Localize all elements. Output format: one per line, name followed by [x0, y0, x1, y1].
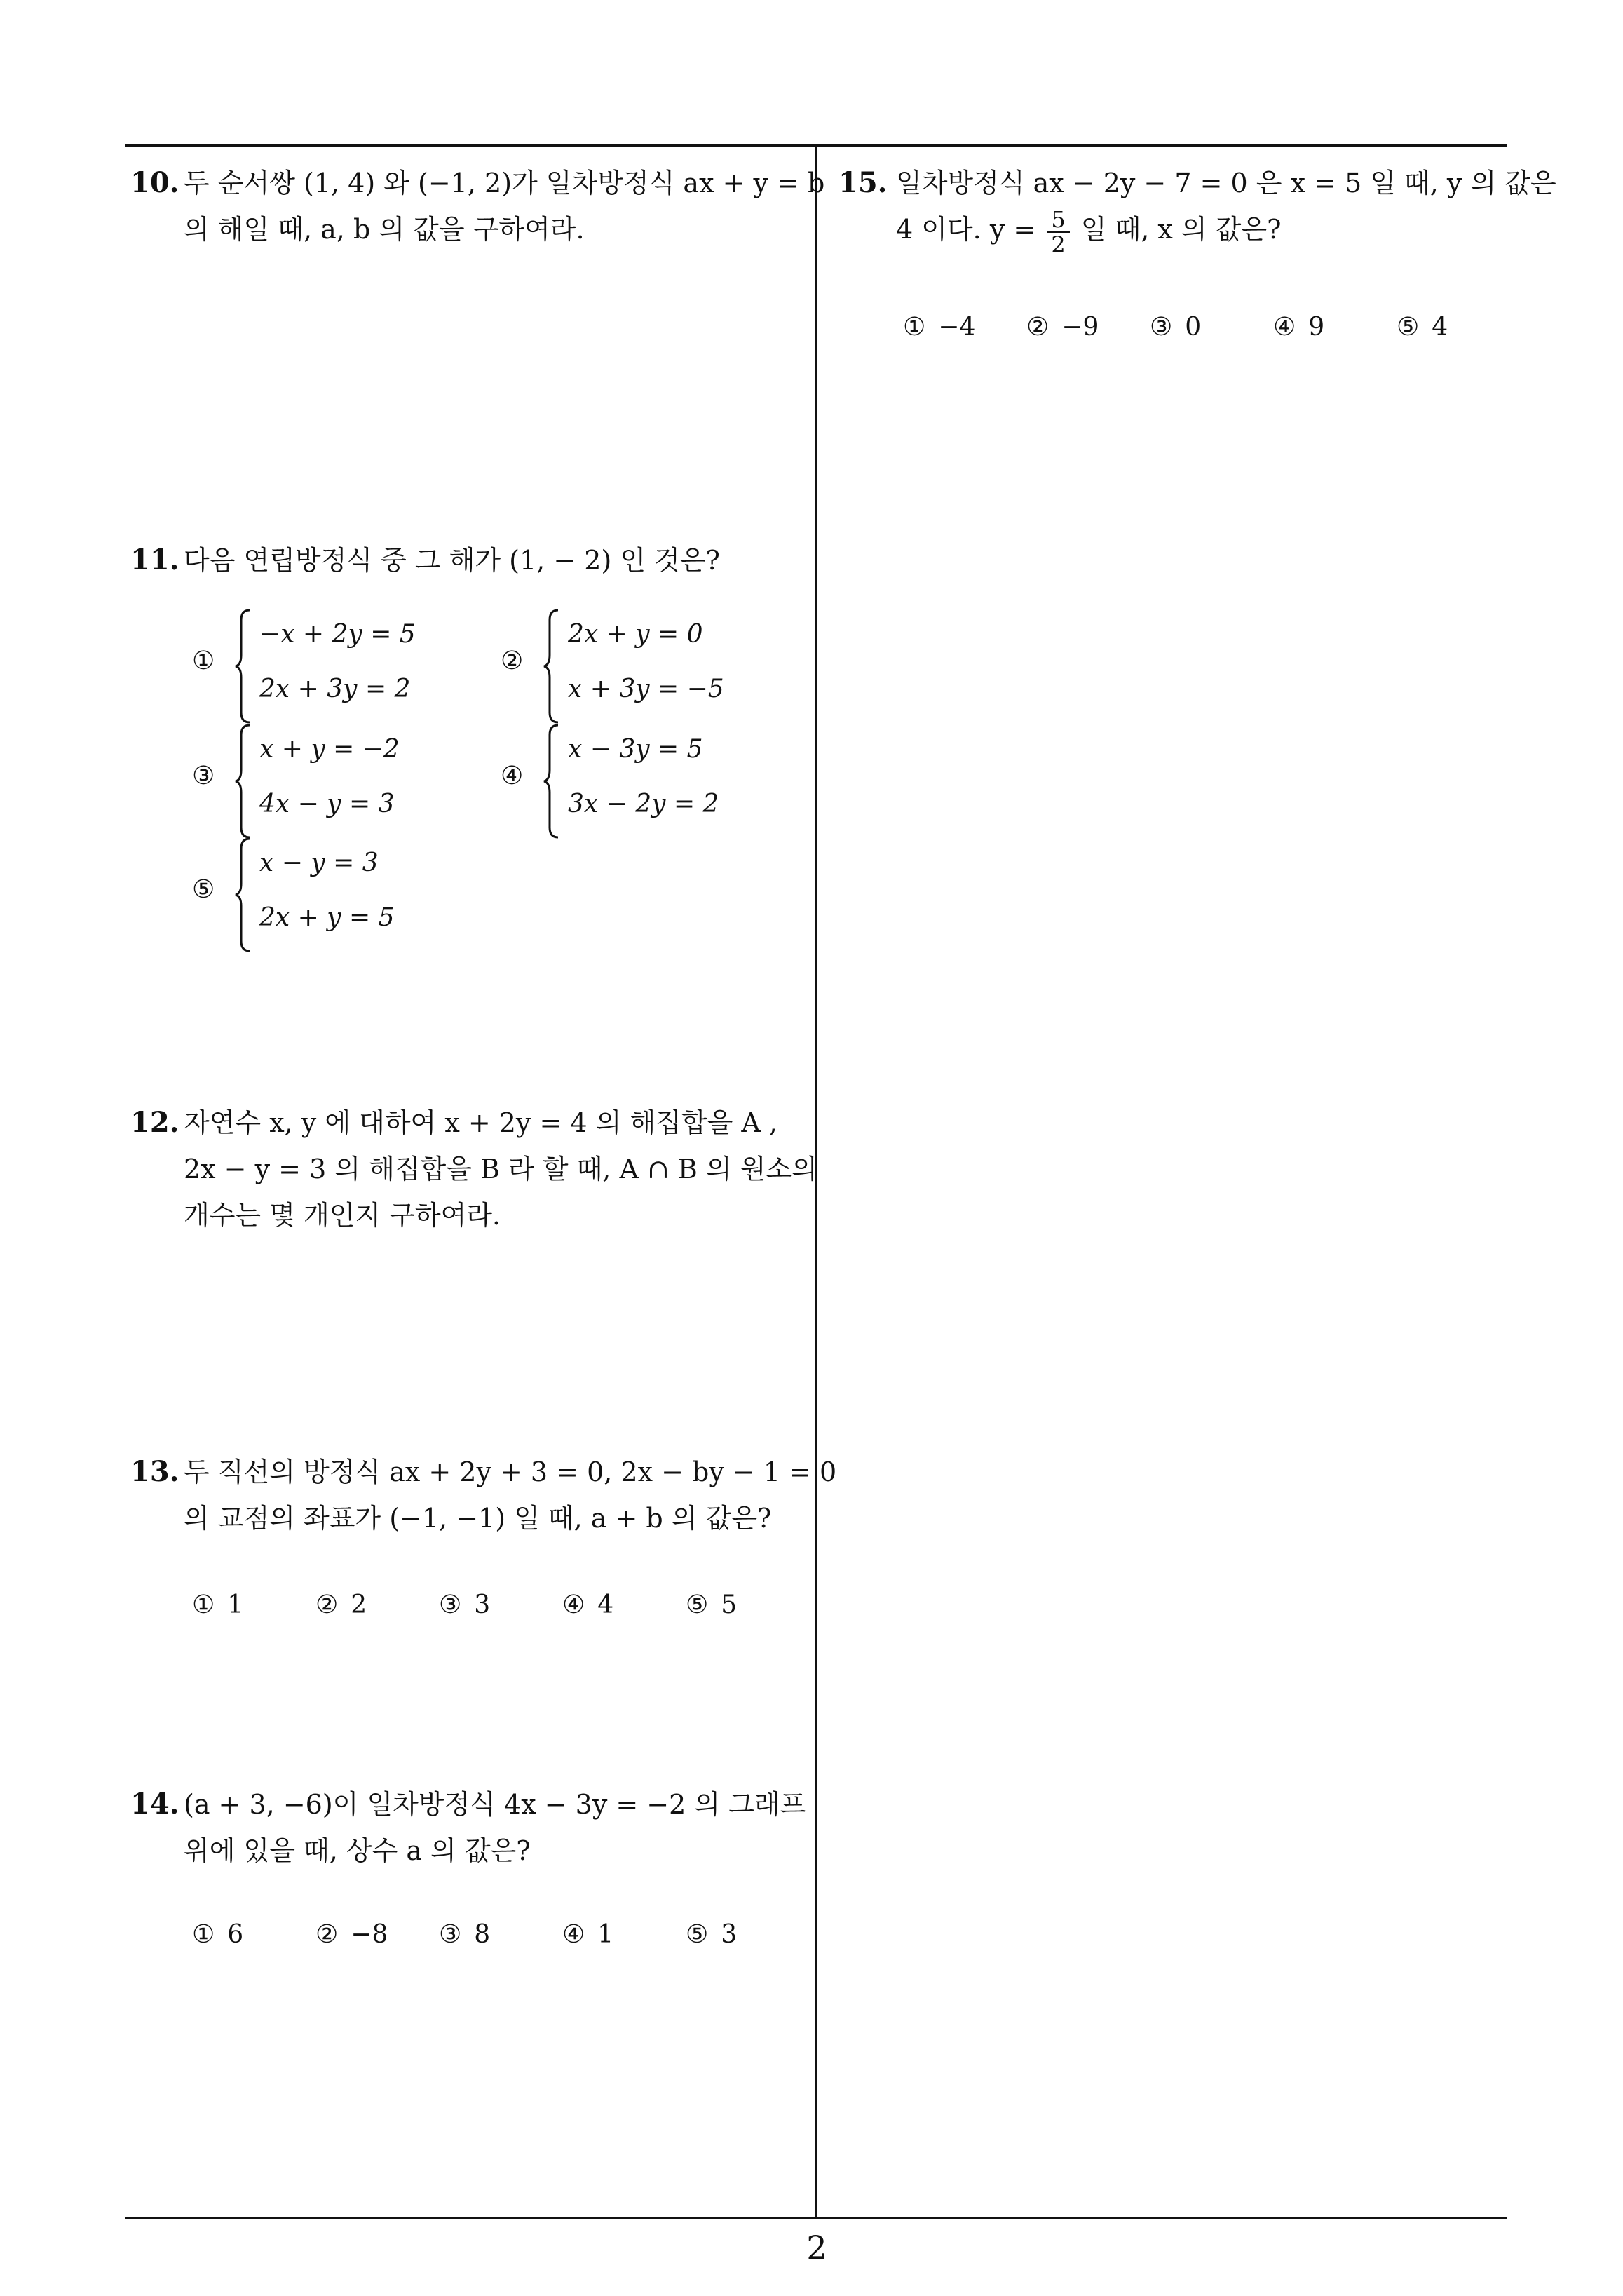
- question-text-line: 개수는 몇 개인지 구하여라.: [184, 1200, 501, 1231]
- choice-mark: ④: [501, 762, 524, 790]
- choice-mark: ③: [192, 762, 215, 790]
- choice-mark: ⑤: [192, 875, 215, 904]
- choice-2[interactable]: ② −8: [315, 1920, 388, 1949]
- choice-3[interactable]: ③ 8: [439, 1920, 491, 1949]
- choice-5[interactable]: ⑤ 5: [686, 1591, 738, 1619]
- question-number: 12.: [130, 1106, 179, 1139]
- choice-5[interactable]: ⑤ 4: [1397, 313, 1448, 342]
- question-text-line: 의 교점의 좌표가 (−1, −1) 일 때, a + b 의 값은?: [184, 1503, 772, 1534]
- question-11: [130, 537, 803, 593]
- question-text-line: (a + 3, −6)이 일차방정식 4x − 3y = −2 의 그래프: [184, 1789, 806, 1820]
- choice-5[interactable]: ⑤ 3: [686, 1920, 738, 1949]
- question-text-line: 의 해일 때, a, b 의 값을 구하여라.: [184, 214, 585, 245]
- choice-4[interactable]: ④ 4: [562, 1591, 614, 1619]
- question-10: [130, 160, 825, 258]
- question-text-line: 2x − y = 3 의 해집합을 B 라 할 때, A ∩ B 의 원소의: [184, 1154, 817, 1184]
- fraction-denominator: 2: [1051, 231, 1066, 258]
- text-segment: 일 때, x 의 값은?: [1080, 214, 1282, 245]
- left-brace-icon: [543, 724, 561, 839]
- choice-system-2[interactable]: [501, 609, 781, 728]
- question-number: 15.: [838, 166, 888, 199]
- equation: x − y = 3: [259, 849, 379, 877]
- choice-1[interactable]: ① −4: [903, 313, 976, 342]
- equation: 4x − y = 3: [259, 790, 395, 818]
- choice-system-5[interactable]: [192, 837, 473, 957]
- left-brace-icon: [543, 609, 561, 724]
- question-number: 10.: [130, 166, 179, 199]
- choice-system-1[interactable]: [192, 609, 473, 728]
- fraction: [1047, 205, 1069, 258]
- equation: −x + 2y = 5: [259, 620, 416, 649]
- choice-mark: ②: [501, 647, 524, 675]
- question-number: 14.: [130, 1788, 179, 1821]
- question-text-line: [896, 206, 1282, 257]
- choice-2[interactable]: ② −9: [1026, 313, 1099, 342]
- equation: x − 3y = 5: [568, 735, 703, 764]
- question-14: [130, 1781, 806, 1879]
- choice-row: [192, 1920, 795, 1955]
- equation: x + 3y = −5: [568, 675, 724, 703]
- question-text-line: 자연수 x, y 에 대하여 x + 2y = 4 의 해집합을 A ,: [184, 1107, 777, 1138]
- question-text-line: 두 직선의 방정식 ax + 2y + 3 = 0, 2x − by − 1 = 0: [184, 1457, 837, 1487]
- choice-2[interactable]: ② 2: [315, 1591, 367, 1619]
- equation: 2x + 3y = 2: [259, 675, 411, 703]
- choice-system-4[interactable]: [501, 724, 781, 843]
- left-brace-icon: [234, 724, 252, 839]
- choice-1[interactable]: ① 6: [192, 1920, 244, 1949]
- left-brace-icon: [234, 609, 252, 724]
- choice-3[interactable]: ③ 0: [1150, 313, 1202, 342]
- choice-3[interactable]: ③ 3: [439, 1591, 491, 1619]
- choice-system-3[interactable]: [192, 724, 473, 843]
- equation: x + y = −2: [259, 735, 400, 764]
- equation: 2x + y = 5: [259, 903, 395, 932]
- choice-row: [903, 313, 1506, 348]
- equation: 3x − 2y = 2: [568, 790, 719, 818]
- page-number: 2: [806, 2229, 827, 2267]
- choice-mark: ①: [192, 647, 215, 675]
- question-text-line: 두 순서쌍 (1, 4) 와 (−1, 2)가 일차방정식 ax + y = b: [184, 168, 825, 198]
- question-12: [130, 1100, 817, 1247]
- question-text-line: 다음 연립방정식 중 그 해가 (1, − 2) 인 것은?: [184, 545, 720, 576]
- bottom-rule: [125, 2217, 1507, 2219]
- question-text-line: 위에 있을 때, 상수 a 의 값은?: [184, 1835, 531, 1866]
- left-brace-icon: [234, 837, 252, 952]
- question-13: [130, 1449, 837, 1547]
- question-number: 13.: [130, 1455, 179, 1488]
- question-number: 11.: [130, 543, 179, 576]
- question-15: [838, 160, 1556, 265]
- choice-4[interactable]: ④ 1: [562, 1920, 614, 1949]
- fraction-numerator: 5: [1047, 208, 1069, 233]
- choice-row: [192, 1591, 795, 1626]
- question-text-line: 일차방정식 ax − 2y − 7 = 0 은 x = 5 일 때, y 의 값은: [896, 168, 1556, 198]
- choice-1[interactable]: ① 1: [192, 1591, 244, 1619]
- text-segment: 4 이다. y =: [896, 214, 1036, 245]
- choice-4[interactable]: ④ 9: [1273, 313, 1325, 342]
- equation: 2x + y = 0: [568, 620, 703, 649]
